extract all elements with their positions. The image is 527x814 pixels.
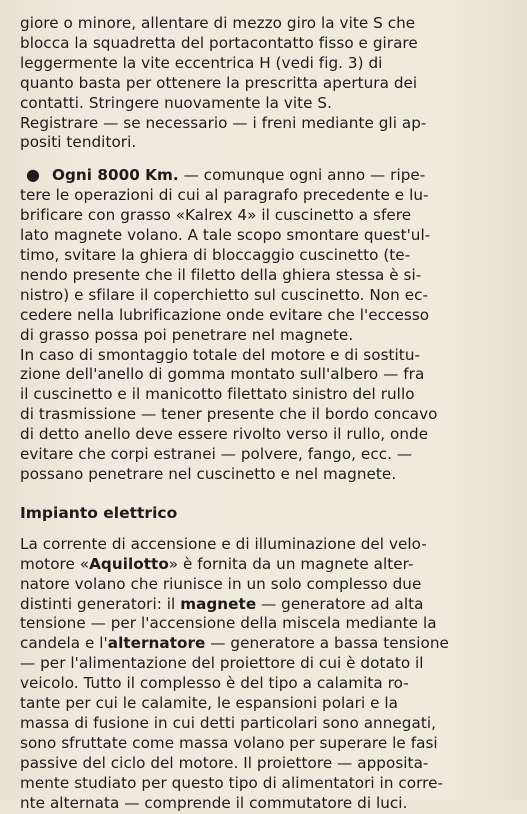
text-line: leggermente la vite eccentrica H (vedi fig. 3) di <box>20 53 383 72</box>
text-line: di grasso possa poi penetrare nel magnete. <box>20 325 354 344</box>
text-fragment: motore « <box>20 554 90 573</box>
text-line: tensione — per l'accensione della miscela mediante la <box>20 614 437 633</box>
bullet-icon: ● <box>26 165 41 185</box>
text-line <box>20 595 513 615</box>
text-fragment: — comunque ogni anno — ripe- <box>178 166 426 185</box>
text-line: blocca la squadretta del portacontatto fisso e girare <box>20 33 418 52</box>
text-line: evitare che corpi estranei — polvere, fango, ecc. — <box>20 445 413 464</box>
text-line: nendo presente che il filetto della ghiera stessa è si- <box>20 265 422 284</box>
text-fragment: » è fornita da un magnete alter- <box>168 554 414 573</box>
text-line: passive del ciclo del motore. Il proiettore — apposita- <box>20 753 429 772</box>
text-line <box>20 634 513 654</box>
vehicle-name: Aquilotto <box>89 554 169 573</box>
text-line: timo, svitare la ghiera di bloccaggio cuscinetto (te- <box>20 245 411 264</box>
paragraph-8000km <box>20 165 513 485</box>
text-line: massa di fusione in cui detti particolari sono annegati, <box>20 714 437 732</box>
text-line: possano penetrare nel cuscinetto e nel magnete. <box>20 464 397 483</box>
text-fragment: — generatore ad alta <box>256 594 424 613</box>
text-line: di trasmissione — tener presente che il bordo concavo <box>20 405 438 424</box>
text-line: tante per cui le calamite, le espansioni polari e la <box>20 694 399 713</box>
section-heading: Impianto elettrico <box>20 503 178 522</box>
maintenance-interval-heading: Ogni 8000 Km. <box>52 166 179 185</box>
text-line: Registrare — se necessario — i freni mediante gli ap- <box>20 113 427 132</box>
bullet-heading-line <box>20 165 513 186</box>
text-fragment: — generatore a bassa tensione <box>205 634 449 653</box>
text-fragment: candela e l' <box>20 634 108 653</box>
text-line: positi tenditori. <box>20 133 137 152</box>
term-magnete: magnete <box>180 594 257 613</box>
text-line: zione dell'anello di gomma montato sull'albero — fra <box>20 365 425 384</box>
text-line: mente studiato per questo tipo di alimentatori in corre- <box>20 773 444 792</box>
text-line: tere le operazioni di cui al paragrafo precedente e lu- <box>20 186 429 205</box>
text-line: lato magnete volano. A tale scopo smontare quest'ul- <box>20 226 431 245</box>
text-line <box>20 555 513 575</box>
term-alternatore: alternatore <box>107 634 206 653</box>
text-line: — per l'alimentazione del proiettore di cui è dotato il <box>20 654 424 673</box>
text-line: brificare con grasso «Kalrex 4» il cuscinetto a sfere <box>20 206 412 225</box>
text-line: il cuscinetto e il manicotto filettato sinistro del rullo <box>20 385 415 404</box>
text-line: nistro) e sfilare il coperchietto sul cuscinetto. Non ec- <box>20 285 429 304</box>
text-line: sono sfruttate come massa volano per superare le fasi <box>20 733 438 752</box>
text-line: quanto basta per ottenere la prescritta apertura dei <box>20 73 418 92</box>
text-line: cedere nella lubrificazione onde evitare che l'eccesso <box>20 305 430 324</box>
text-line: giore o minore, allentare di mezzo giro la vite S che <box>20 14 416 32</box>
text-line: La corrente di accensione e di illuminazione del velo- <box>20 534 427 553</box>
text-line: contatti. Stringere nuovamente la vite S. <box>20 93 332 112</box>
paragraph-contacts <box>20 14 513 153</box>
text-line: natore volano che riunisce in un solo complesso due <box>20 574 422 593</box>
text-line: nte alternata — comprende il commutatore di luci. <box>20 793 408 812</box>
text-line: di detto anello deve essere rivolto verso il rullo, onde <box>20 425 429 444</box>
text-line: veicolo. Tutto il complesso è del tipo a calamita ro- <box>20 674 409 693</box>
text-line: In caso di smontaggio totale del motore e di sostitu- <box>20 345 421 364</box>
paragraph-electrical <box>20 535 513 814</box>
text-fragment: distinti generatori: il <box>20 594 181 613</box>
